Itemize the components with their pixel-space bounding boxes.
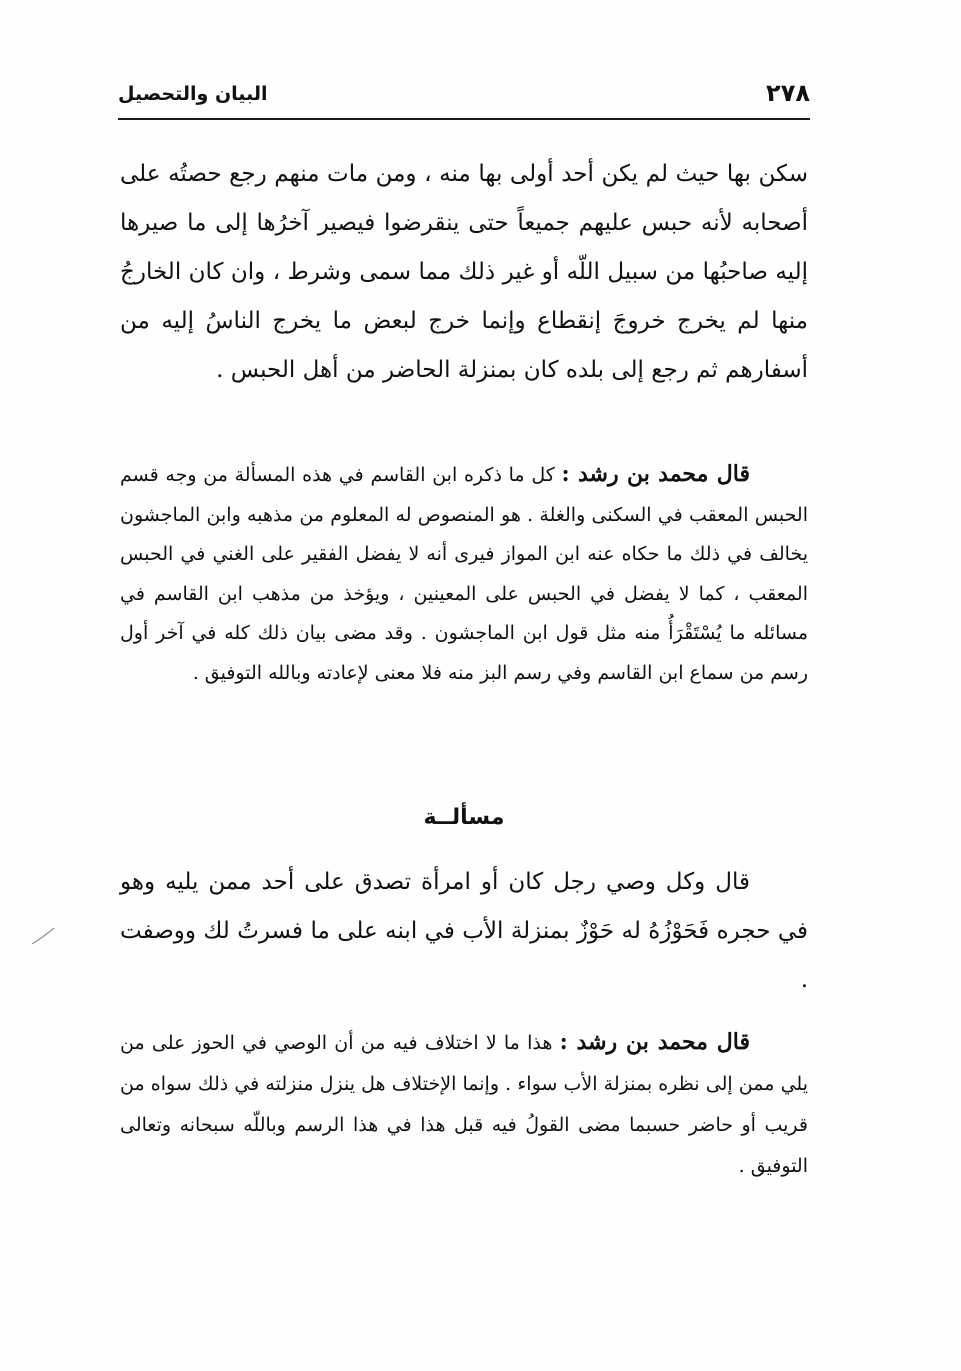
commentary-paragraph-1 [120, 455, 808, 693]
commentary-text: كل ما ذكره ابن القاسم في هذه المسألة من وجه قسم الحبس المعقب في السكنى والغلة . هو المنصوص له المعلوم من مذهبه وابن الماجشون يخالف في ذلك ما حكاه عنه ابن المواز فيرى أنه لا يفضل الفقير على الغني في الحبس المعقب ، كما لا يفضل في الحبس على المعينين ، ويؤخذ من مذهب ابن القاسم في مسائله ما يُسْتَقْرَأُ منه مثل قول ابن الماجشون . وقد مضى بيان ذلك كله في آخر أول رسم من سماع ابن القاسم وفي رسم البز منه فلا معنى لإعادته وبالله التوفيق . [120, 464, 808, 684]
page-number: ٢٧٨ [766, 79, 810, 107]
paragraph-continuation: سكن بها حيث لم يكن أحد أولى بها منه ، ومن مات منهم رجع حصتُه على أصحابه لأنه حبس عليهم جميعاً حتى ينقرضوا فيصير آخرُها إلى ما صيرها إليه صاحبُها من سبيل اللّه أو غير ذلك مما سمى وشرط ، وان كان الخارجُ منها لم يخرج خروجَ إنقطاع وإنما خرج لبعض ما يخرج الناسُ إليه من أسفارهم ثم رجع إلى بلده كان بمنزلة الحاضر من أهل الحبس . [120, 161, 808, 383]
commentary-paragraph-2 [120, 1022, 808, 1187]
commentator-label: قال محمد بن رشد : [559, 1029, 751, 1055]
header-rule [118, 118, 810, 120]
pencil-mark-icon [28, 920, 58, 950]
question-text: قال وكل وصي رجل كان أو امرأة تصدق على أحد ممن يليه وهو في حجره فَحَوْزُهُ له حَوْزٌ بمنزلة الأب في ابنه على ما فسرتُ لك ووصفت . [120, 869, 808, 993]
book-title: البيان والتحصيل [118, 83, 268, 105]
commentary-text: هذا ما لا اختلاف فيه من أن الوصي في الحوز على من يلي ممن إلى نظره بمنزلة الأب سواء . وإنما الإختلاف هل ينزل منزلته في ذلك سواه من قريب أو حاضر حسبما مضى القولُ فيه قبل هذا في هذا الرسم وباللّه سبحانه وتعالى التوفيق . [120, 1032, 808, 1177]
question-paragraph [120, 858, 808, 1005]
section-heading: مسألــة [423, 805, 505, 830]
running-head [118, 78, 810, 112]
commentator-label: قال محمد بن رشد : [561, 461, 750, 487]
